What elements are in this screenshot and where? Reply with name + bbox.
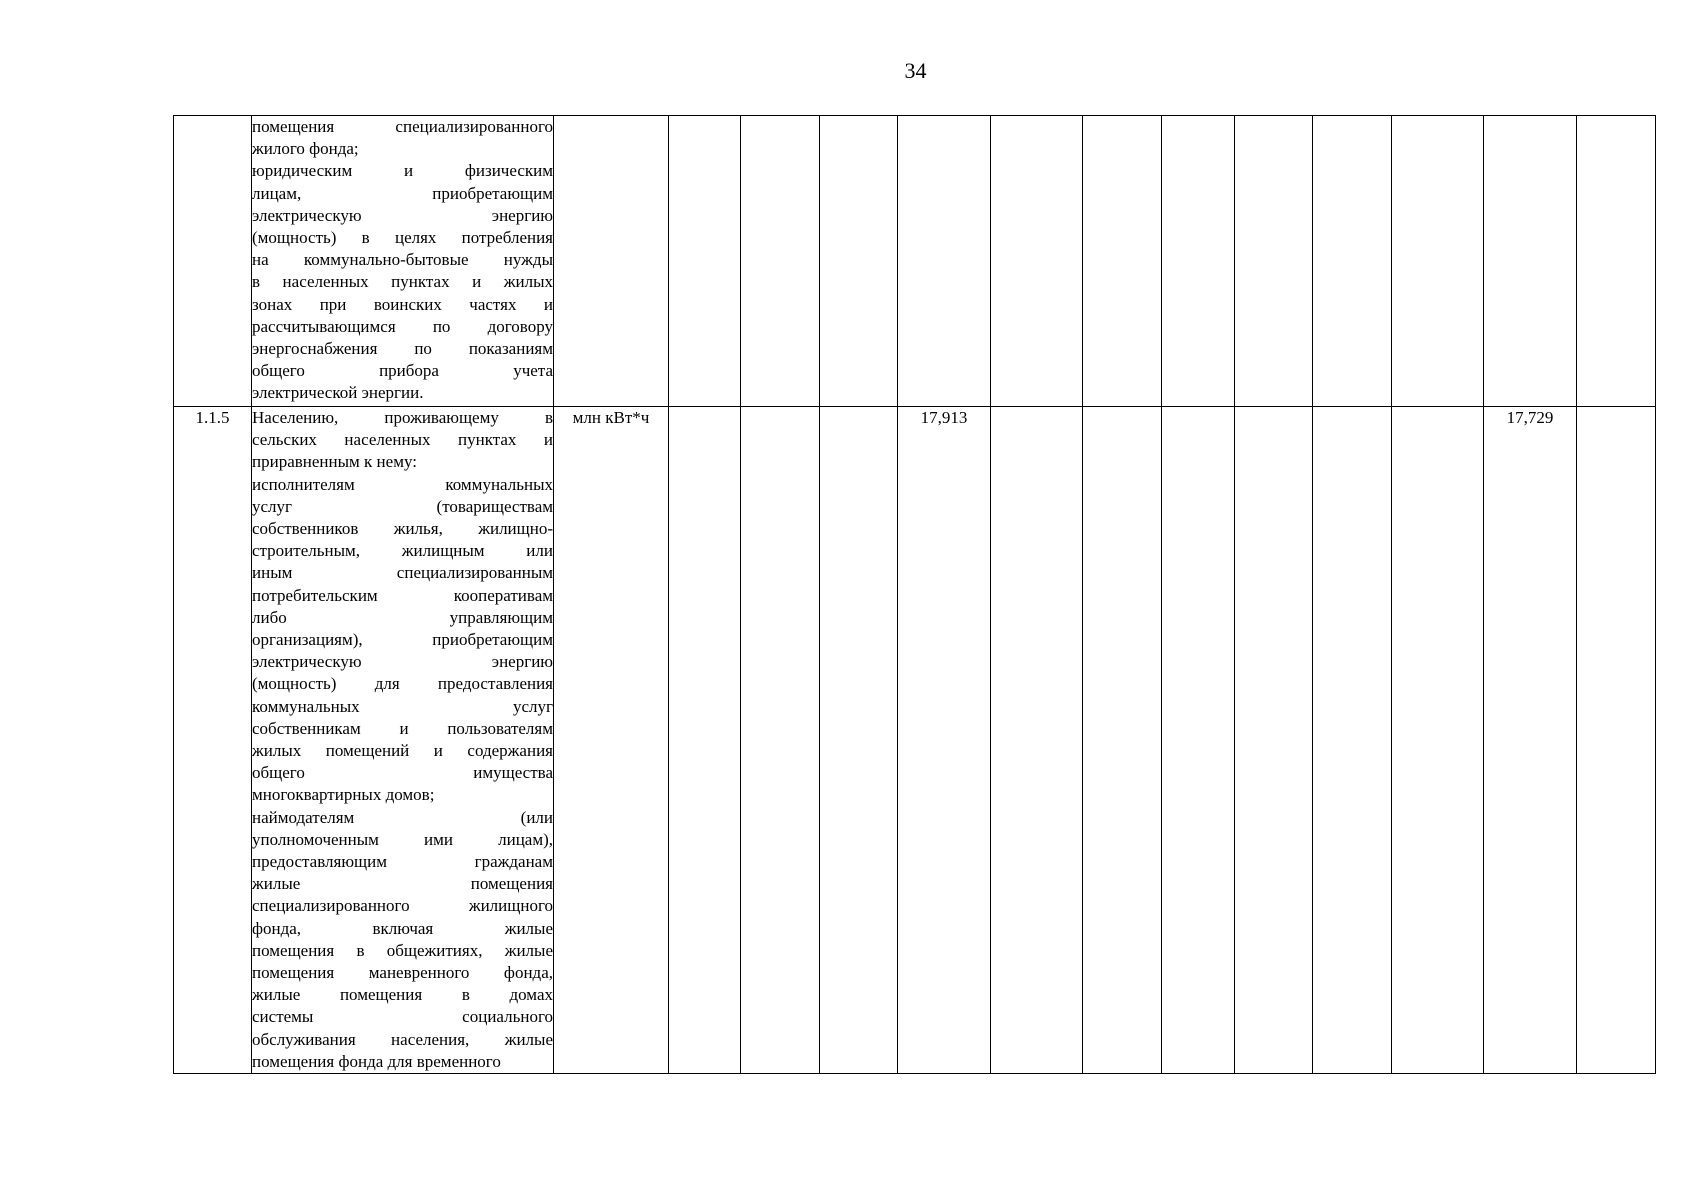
row-number	[174, 116, 252, 407]
description-line: услуг (товариществам	[252, 496, 553, 516]
empty-cell	[1392, 116, 1484, 407]
value-cell	[898, 116, 991, 407]
description-line: лицам, приобретающим	[252, 183, 553, 203]
value-cell: 17,913	[898, 407, 991, 1074]
description-line: (мощность) в целях потребления	[252, 228, 553, 248]
description-line: жилые помещения в домах	[252, 985, 553, 1005]
description-line: рассчитывающимся по договору	[252, 316, 553, 336]
row-description	[252, 407, 554, 1074]
description-line: иным специализированным	[252, 563, 553, 583]
empty-cell	[991, 116, 1083, 407]
description-line: организациям), приобретающим	[252, 630, 553, 650]
description-line: предоставляющим гражданам	[252, 852, 553, 872]
description-line: помещения в общежитиях, жилые	[252, 940, 553, 960]
description-line: в населенных пунктах и жилых	[252, 272, 553, 292]
description-line: Населению, проживающему в	[252, 408, 553, 427]
empty-cell	[669, 116, 741, 407]
table-row	[174, 407, 1656, 1074]
page-number: 34	[904, 58, 927, 83]
unit-cell	[554, 116, 669, 407]
description-line: наймодателям (или	[252, 807, 553, 827]
empty-cell	[1313, 407, 1392, 1074]
description-line: общего имущества	[252, 763, 553, 783]
description-line: электрическую энергию	[252, 205, 553, 225]
description-line: специализированного жилищного	[252, 896, 553, 916]
description-line: энергоснабжения по показаниям	[252, 339, 553, 359]
description-line: (мощность) для предоставления	[252, 674, 553, 694]
row-number: 1.1.5	[174, 407, 252, 1074]
empty-cell	[1577, 116, 1656, 407]
empty-cell	[669, 407, 741, 1074]
description-line: системы социального	[252, 1007, 553, 1027]
description-line: либо управляющим	[252, 607, 553, 627]
description-line: строительным, жилищным или	[252, 541, 553, 561]
row-description	[252, 116, 554, 407]
description-line: многоквартирных домов;	[252, 785, 435, 805]
description-line: помещения специализированного	[252, 117, 553, 136]
description-line: жилых помещений и содержания	[252, 741, 553, 761]
description-line: потребительским кооперативам	[252, 585, 553, 605]
empty-cell	[1392, 407, 1484, 1074]
description-line: на коммунально-бытовые нужды	[252, 250, 553, 270]
empty-cell	[1313, 116, 1392, 407]
empty-cell	[1235, 116, 1313, 407]
description-line: приравненным к нему:	[252, 452, 417, 472]
empty-cell	[741, 407, 820, 1074]
description-line: юридическим и физическим	[252, 161, 553, 181]
description-line: помещения маневренного фонда,	[252, 963, 553, 983]
description-line: собственников жилья, жилищно-	[252, 519, 553, 539]
description-line: зонах при воинских частях и	[252, 294, 553, 314]
description-line: фонда, включая жилые	[252, 918, 553, 938]
empty-cell	[1235, 407, 1313, 1074]
description-line: общего прибора учета	[252, 361, 553, 381]
empty-cell	[1162, 407, 1235, 1074]
empty-cell	[741, 116, 820, 407]
empty-cell	[1083, 407, 1162, 1074]
empty-cell	[1162, 116, 1235, 407]
description-line: исполнителям коммунальных	[252, 474, 553, 494]
description-line: помещения фонда для временного	[252, 1051, 501, 1071]
empty-cell	[820, 116, 898, 407]
description-line: собственникам и пользователям	[252, 718, 553, 738]
empty-cell	[991, 407, 1083, 1074]
description-line: обслуживания населения, жилые	[252, 1029, 553, 1049]
unit-cell: млн кВт*ч	[554, 407, 669, 1074]
empty-cell	[820, 407, 898, 1074]
table-row	[174, 116, 1656, 407]
description-line: коммунальных услуг	[252, 696, 553, 716]
value-cell: 17,729	[1484, 407, 1577, 1074]
description-line: жилого фонда;	[252, 139, 359, 159]
empty-cell	[1083, 116, 1162, 407]
empty-cell	[1577, 407, 1656, 1074]
value-cell	[1484, 116, 1577, 407]
description-line: сельских населенных пунктах и	[252, 430, 553, 450]
data-table	[173, 115, 1656, 1074]
description-line: электрической энергии.	[252, 383, 424, 403]
description-line: жилые помещения	[252, 874, 553, 894]
description-line: уполномоченным ими лицам),	[252, 829, 553, 849]
description-line: электрическую энергию	[252, 652, 553, 672]
